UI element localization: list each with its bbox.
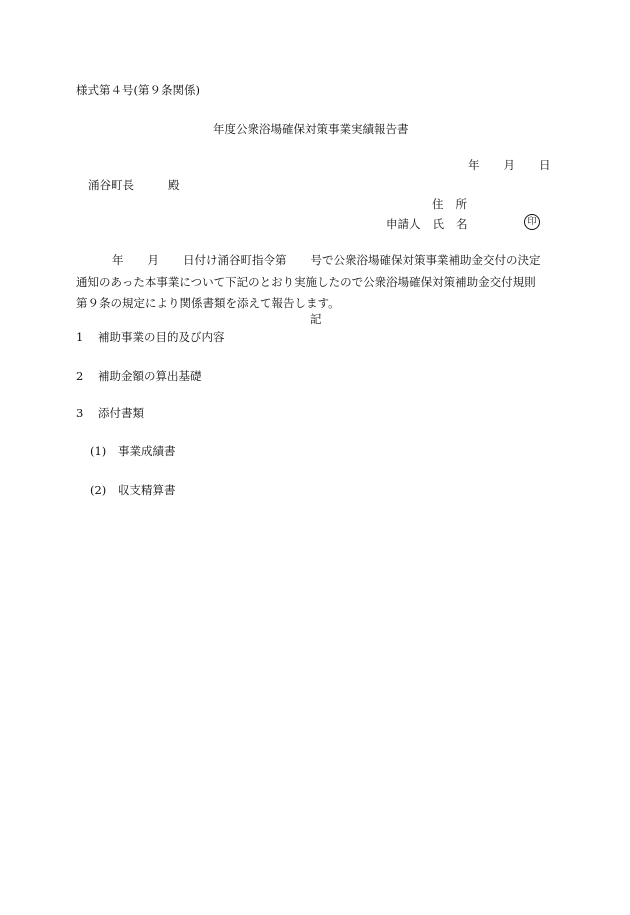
document-title: 年度公衆浴場確保対策事業実績報告書 <box>213 122 409 136</box>
attachment-number: (1) <box>90 444 107 458</box>
seal-mark: 印 <box>524 214 540 230</box>
body-line-1 <box>76 255 541 267</box>
name-label-2: 名 <box>456 217 468 231</box>
name-label-1: 氏 <box>432 217 444 231</box>
item-number: 1 <box>76 330 84 344</box>
attachment-label: 事業成績書 <box>118 444 176 458</box>
body-month: 月 <box>147 253 159 267</box>
applicant-row <box>386 219 468 231</box>
item-label: 補助事業の目的及び内容 <box>98 330 225 344</box>
body-line-2: 通知のあった本事業について下記のとおり実施したので公衆浴場確保対策補助金交付規則 <box>76 275 536 289</box>
body-year: 年 <box>112 253 124 267</box>
address-label-1: 住 <box>432 197 444 211</box>
date-line <box>468 160 551 172</box>
addressee <box>88 180 180 192</box>
list-item <box>76 332 225 344</box>
body-line-3: 第９条の規定により関係書類を添えて報告します。 <box>76 296 340 310</box>
date-month: 月 <box>503 158 515 172</box>
address-label-2: 所 <box>455 197 467 211</box>
attachment-label: 収支精算書 <box>118 483 176 497</box>
addressee-honorific: 殿 <box>168 178 180 192</box>
applicant-label: 申請人 <box>386 217 421 231</box>
item-label: 補助金額の算出基礎 <box>98 369 202 383</box>
list-item <box>76 371 202 383</box>
attachment-number: (2) <box>90 483 107 497</box>
list-item <box>76 408 144 420</box>
attachment-item <box>90 446 176 458</box>
address-row <box>432 199 467 211</box>
record-mark: 記 <box>310 312 322 326</box>
date-year: 年 <box>468 158 480 172</box>
item-number: 2 <box>76 369 84 383</box>
date-day: 日 <box>539 158 551 172</box>
form-number: 様式第４号(第９条関係) <box>76 83 200 97</box>
item-label: 添付書類 <box>98 406 144 420</box>
attachment-item <box>90 485 176 497</box>
item-number: 3 <box>76 406 84 420</box>
body-directive: 日付け涌谷町指令第 <box>183 253 287 267</box>
body-line1-end: 号で公衆浴場確保対策事業補助金交付の決定 <box>310 253 541 267</box>
addressee-name: 涌谷町長 <box>88 178 134 192</box>
